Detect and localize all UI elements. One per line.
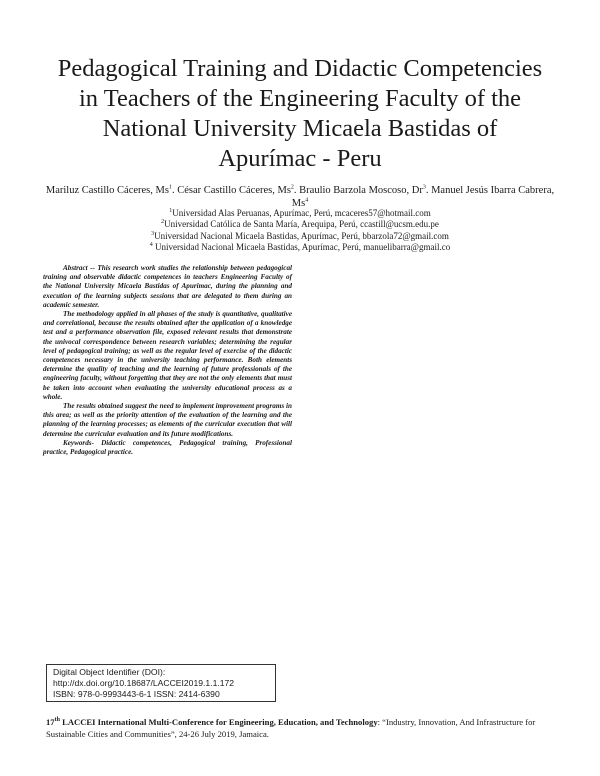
conference-footer	[46, 716, 566, 740]
conference-ordinal-sup: th	[54, 717, 60, 724]
methodology-paragraph: The methodology applied in all phases of the study is quantitative, qualitative and correlational, because the results obtained after the application of a knowledge test and a performance observation file, exposed relevant results that demonstrate the univocal correspondence between research variables; determining the regular level of pedagogical training; as well as the regular level of exercise of the didactic competences necessary in the university teaching performance. Both elements determine the quality of teaching and the learning of future professionals of the engineering faculty, without forgetting that they are not the only elements that must be taken into account when evaluating the university educational process as a whole.	[43, 310, 292, 401]
affiliation-text: Universidad Nacional Micaela Bastidas, Apurímac, Perú, manuelibarra@gmail.co	[152, 242, 451, 253]
author-name: César Castillo Cáceres, Ms	[177, 185, 291, 196]
conference-name	[46, 717, 378, 727]
conference-title: LACCEI International Multi-Conference for Engineering, Education, and Technology	[59, 717, 378, 727]
paper-title	[30, 54, 570, 174]
affiliation-text: Universidad Católica de Santa María, Arequipa, Perú, ccastill@ucsm.edu.pe	[164, 219, 439, 230]
doi-link[interactable]: http://dx.doi.org/10.18687/LACCEI2019.1.1.172	[53, 678, 235, 689]
author-separator: .	[425, 185, 432, 196]
affiliation-sup: 1	[169, 208, 173, 214]
author-sup: 3	[422, 184, 426, 191]
author-separator: .	[171, 185, 178, 196]
author-sup: 4	[305, 197, 309, 204]
conference-details: : “Industry, Innovation, And Infrastructure for Sustainable Cities and Communities”, 24-26 July 2019, Jamaica.	[46, 717, 536, 739]
doi-label: Digital Object Identifier (DOI):	[53, 667, 166, 677]
author-sup: 1	[168, 184, 172, 191]
abstract-paragraph: Abstract -- This research work studies the relationship between pedagogical training and observable didactic competences in teachers Engineering Faculty of the National University Micaela Bastidas of Apurimac, during the planning and execution of the learning subjects sessions that are delegated to them during an academic semester.	[43, 264, 292, 309]
results-paragraph: The results obtained suggest the need to implement improvement programs in this area; as well as the priority attention of the evaluation of the learning and the planning of the learning processes; as elements of the curricular execution that will determine the curricular evaluation and its future modifications.	[43, 402, 292, 438]
affiliation-sup: 2	[161, 219, 165, 226]
abstract-column	[43, 264, 292, 457]
author-name: Mariluz Castillo Cáceres, Ms	[45, 185, 169, 196]
author-list	[40, 184, 560, 210]
title-line: National University Micaela Bastidas of	[102, 115, 498, 142]
affiliation-line	[40, 231, 560, 242]
affiliation-line	[40, 208, 560, 219]
title-line: Apurímac - Peru	[218, 145, 382, 172]
author-sup: 2	[290, 184, 294, 191]
affiliation-text: Universidad Alas Peruanas, Apurímac, Perú, mcaceres57@hotmail.com	[172, 208, 431, 218]
title-line: in Teachers of the Engineering Faculty of the	[78, 85, 522, 112]
title-line: Pedagogical Training and Didactic Competencies	[57, 55, 543, 82]
affiliation-sup: 4	[149, 242, 153, 249]
affiliation-line	[40, 219, 560, 230]
author-separator: .	[293, 185, 300, 196]
conference-ordinal: 17	[46, 717, 55, 727]
affiliation-sup: 3	[151, 230, 155, 237]
affiliation-text: Universidad Nacional Micaela Bastidas, Apurímac, Perú, bbarzola72@gmail.com	[154, 230, 449, 241]
affiliation-list	[40, 208, 560, 254]
isbn-issn: ISBN: 978-0-9993443-6-1 ISSN: 2414-6390	[53, 689, 220, 700]
author-name: Braulio Barzola Moscoso, Dr	[299, 185, 423, 196]
doi-box	[46, 664, 276, 702]
affiliation-line	[40, 242, 560, 253]
author-name: Manuel Jesús Ibarra Cabrera, Ms	[291, 185, 555, 209]
keywords-paragraph: Keywords- Didactic competences, Pedagogical training, Professional practice, Pedagogical practice.	[43, 438, 292, 457]
